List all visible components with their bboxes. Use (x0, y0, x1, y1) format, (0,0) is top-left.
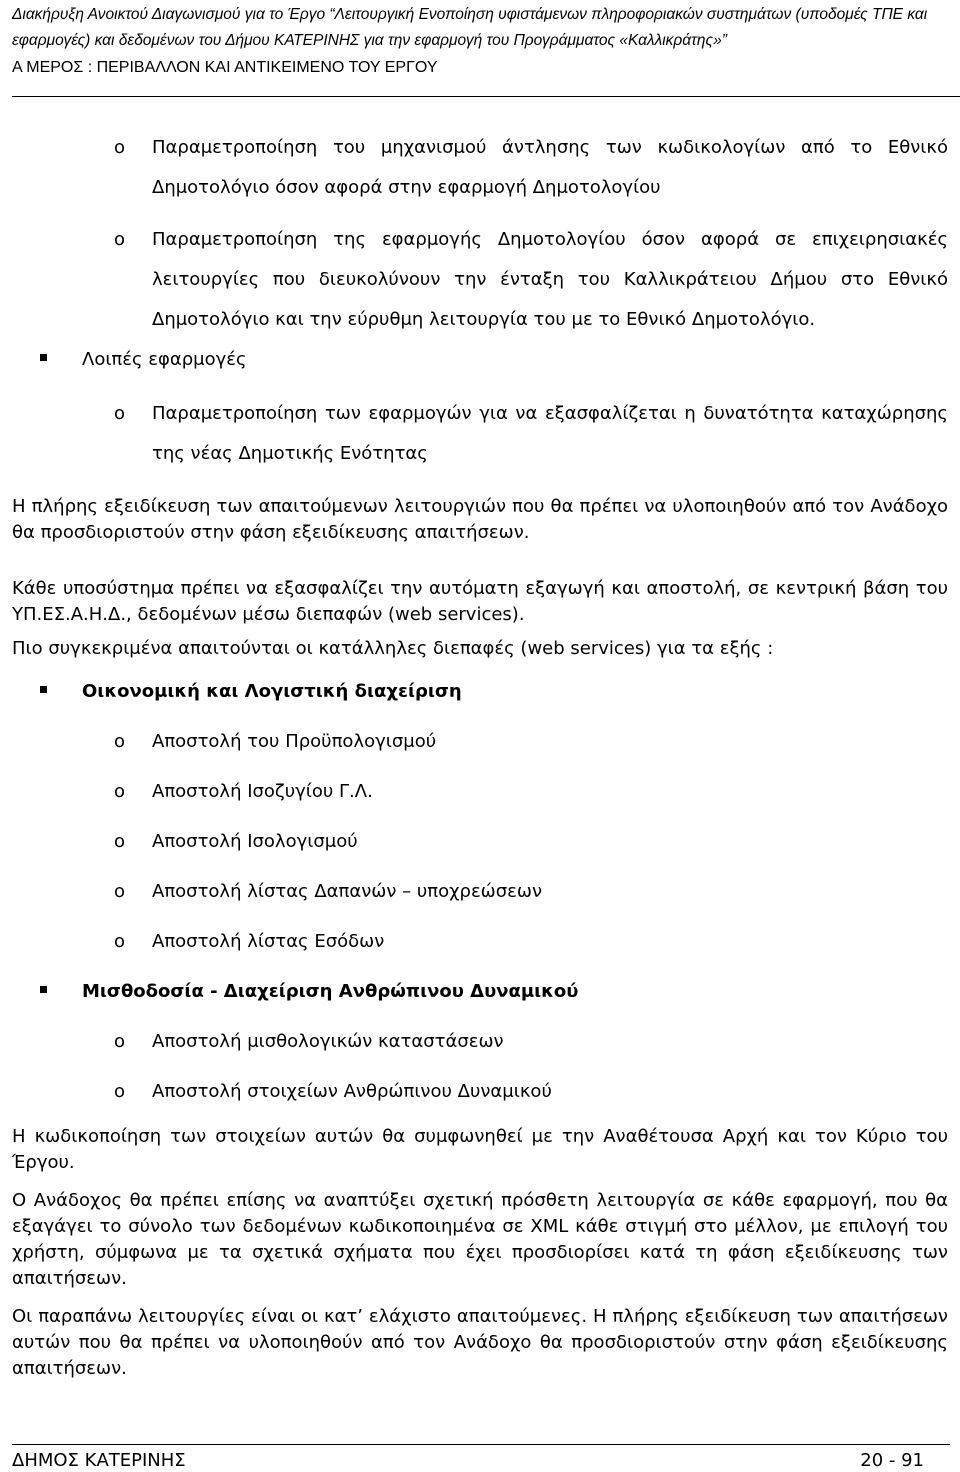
document-title: Διακήρυξη Ανοικτού Διαγωνισμού για το Έργο “Λειτουργική Ενοποίηση υφιστάμενων πληροφοριακών συστημάτων (υποδομές ΤΠΕ και εφαρμογές) και δεδομένων του Δήμου ΚΑΤΕΡΙΝΗΣ για την εφαρμογή του Προγράμματος «Καλλικράτης»” (12, 6, 928, 49)
paragraph: Κάθε υποσύστημα πρέπει να εξασφαλίζει την αυτόματη εξαγωγή και αποστολή, σε κεντρική βάση του ΥΠ.ΕΣ.Α.Η.Δ., δεδομένων μέσω διεπαφών (web services). (12, 578, 948, 625)
list-item: o Αποστολή μισθολογικών καταστάσεων (12, 1022, 948, 1062)
section-other-apps (12, 340, 948, 380)
section-title: Μισθοδοσία - Διαχείριση Ανθρώπινου Δυναμικού (82, 981, 579, 1002)
list-item: o Παραμετροποίηση της εφαρμογής Δημοτολογίου όσον αφορά σε επιχειρησιακές λειτουργίες που διευκολύνουν την ένταξη του Καλλικράτειου Δήμου στο Εθνικό Δημοτολόγιο και την εύρυθμη λειτουργία του με το Εθνικό Δημοτολόγιο. (12, 220, 948, 340)
section-title: Λοιπές εφαρμογές (82, 349, 247, 370)
page-header (12, 2, 952, 79)
paragraph: Πιο συγκεκριμένα απαιτούνται οι κατάλληλες διεπαφές (web services) για τα εξής : (12, 638, 774, 659)
bullet-marker: o (114, 931, 126, 952)
list-item: o Αποστολή του Προϋπολογισμού (12, 722, 948, 762)
paragraph: Η πλήρης εξειδίκευση των απαιτούμενων λειτουργιών που θα πρέπει να υλοποιηθούν από τον Ανάδοχο θα προσδιοριστούν στην φάση εξειδίκευσης απαιτήσεων. (12, 496, 948, 543)
list-item: o Αποστολή λίστας Δαπανών – υποχρεώσεων (12, 872, 948, 912)
part-title: Α ΜΕΡΟΣ : ΠΕΡΙΒΑΛΛΟΝ ΚΑΙ ΑΝΤΙΚΕΙΜΕΝΟ ΤΟΥ ΕΡΓΟΥ (12, 59, 438, 76)
bullet-marker: o (114, 1081, 126, 1102)
bullet-marker: o (114, 403, 126, 424)
bullet-marker: o (114, 1031, 126, 1052)
footer-divider (12, 1444, 950, 1445)
square-bullet-icon (40, 686, 47, 693)
bullet-marker: o (114, 881, 126, 902)
paragraph: Η κωδικοποίηση των στοιχείων αυτών θα συμφωνηθεί με την Αναθέτουσα Αρχή και τον Κύριο του Έργου. (12, 1126, 948, 1173)
list-item: o Αποστολή λίστας Εσόδων (12, 922, 948, 962)
paragraph: Οι παραπάνω λειτουργίες είναι οι κατ’ ελάχιστο απαιτούμενες. Η πλήρης εξειδίκευση των απαιτήσεων αυτών που θα πρέπει να υλοποιηθούν από τον Ανάδοχο θα προσδιοριστούν στην φάση εξειδίκευσης απαιτήσεων. (12, 1306, 948, 1379)
bullet-marker: o (114, 781, 126, 802)
bullet-marker: o (114, 137, 126, 158)
list-item: o Αποστολή Ισολογισμού (12, 822, 948, 862)
list-item: o Παραμετροποίηση του μηχανισμού άντλησης των κωδικολογίων από το Εθνικό Δημοτολόγιο όσον αφορά στην εφαρμογή Δημοτολογίου (12, 128, 948, 208)
bullet-marker: o (114, 831, 126, 852)
square-bullet-icon (40, 354, 47, 361)
page-footer (12, 1450, 924, 1471)
paragraph: Ο Ανάδοχος θα πρέπει επίσης να αναπτύξει σχετική πρόσθετη λειτουργία σε κάθε εφαρμογή, που θα εξαγάγει το σύνολο των δεδομένων κωδικοποιημένα σε XML κάθε στιγμή στο μέλλον, με επιλογή του χρήστη, σύμφωνα με τα σχετικά σχήματα που έχει προσδιορίσει κατά τη φάση εξειδίκευσης των απαιτήσεων. (12, 1190, 948, 1289)
section-finance (12, 672, 948, 712)
list-item: o Αποστολή Ισοζυγίου Γ.Λ. (12, 772, 948, 812)
bullet-marker: o (114, 229, 126, 250)
list-item: o Παραμετροποίηση των εφαρμογών για να εξασφαλίζεται η δυνατότητα καταχώρησης της νέας Δημοτικής Ενότητας (12, 394, 948, 474)
bullet-marker: o (114, 731, 126, 752)
section-payroll (12, 972, 948, 1012)
footer-organization: ΔΗΜΟΣ ΚΑΤΕΡΙΝΗΣ (12, 1450, 186, 1471)
page-body (12, 128, 948, 1382)
header-divider (12, 96, 960, 97)
section-title: Οικονομική και Λογιστική διαχείριση (82, 681, 462, 702)
list-item: o Αποστολή στοιχείων Ανθρώπινου Δυναμικού (12, 1072, 948, 1112)
page-number: 20 - 91 (860, 1450, 924, 1471)
square-bullet-icon (40, 986, 47, 993)
